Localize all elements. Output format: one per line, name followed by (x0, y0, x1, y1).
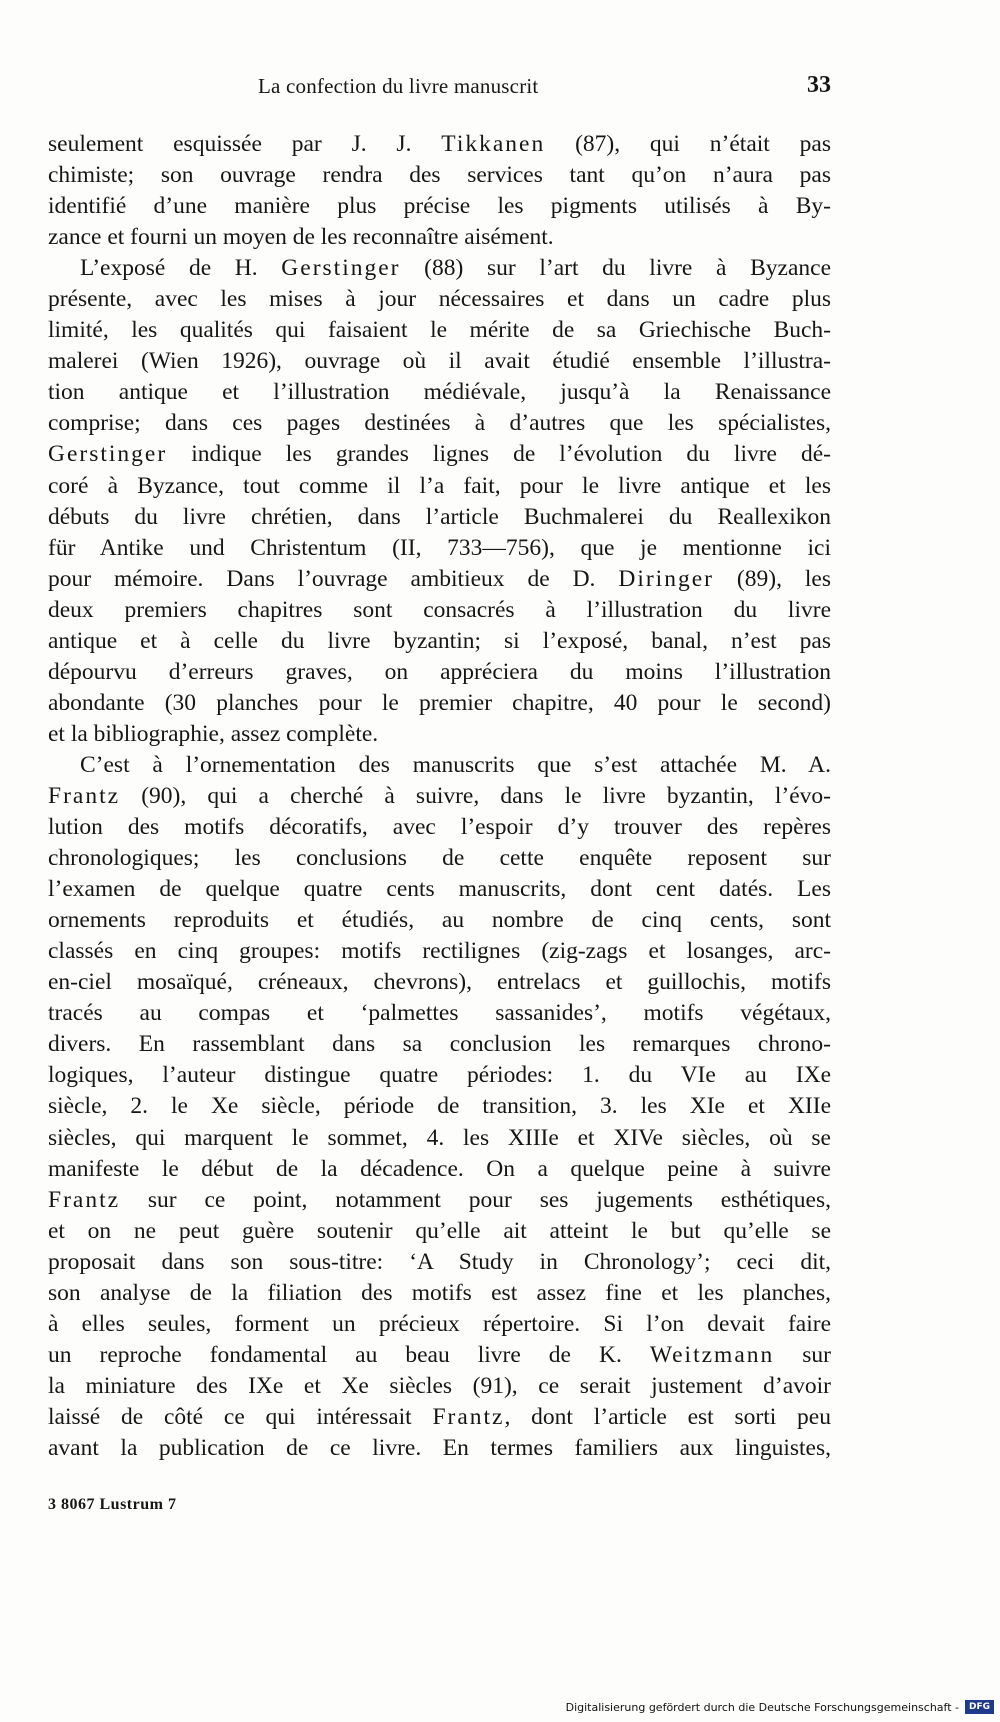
author-name: Frantz (48, 782, 121, 809)
text-line: abondante (30 planches pour le premier chapitre, 40 pour le second) (48, 689, 831, 716)
dfg-logo-icon: DFG (965, 1700, 994, 1714)
text-line: logiques, l’auteur distingue quatre périodes: 1. du VIe au IXe (48, 1062, 831, 1089)
author-name: Diringer (618, 565, 714, 592)
text-line: et on ne peut guère soutenir qu’elle ait atteint le but qu’elle se (48, 1217, 831, 1244)
text-line: présente, avec les mises à jour nécessaires et dans un cadre plus (48, 286, 831, 313)
text-line: identifié d’une manière plus précise les pigments utilisés à By- (48, 193, 831, 220)
author-name: Frantz (432, 1403, 505, 1430)
author-name: Frantz (48, 1186, 121, 1213)
text-line (48, 1185, 831, 1216)
text-line (48, 439, 831, 470)
page-number: 33 (807, 72, 831, 98)
text-line: divers. En rassemblant dans sa conclusion les remarques chrono- (48, 1031, 831, 1058)
author-name: Tikkanen (441, 131, 546, 157)
text-line (48, 1402, 831, 1433)
text-segment: (89), les (713, 565, 831, 592)
text-line: deux premiers chapitres sont consacrés à l’illustration du livre (48, 596, 831, 623)
text-segment: (87), qui n’était pas (545, 131, 831, 157)
text-line (48, 781, 831, 812)
text-segment: sur ce point, notamment pour ses jugements esthétiques, (120, 1186, 831, 1213)
running-title: La confection du livre manuscrit (258, 74, 539, 98)
text-line: coré à Byzance, tout comme il l’a fait, pour le livre antique et les (48, 472, 831, 499)
text-line: manifeste le début de la décadence. On a quelque peine à suivre (48, 1155, 831, 1182)
text-line: ornements reproduits et étudiés, au nombre de cinq cents, sont (48, 907, 831, 934)
text-line: antique et à celle du livre byzantin; si l’exposé, banal, n’est pas (48, 627, 831, 654)
text-segment: laissé de côté ce qui intéressait (48, 1403, 433, 1430)
printer-signature: 3 8067 Lustrum 7 (48, 1496, 177, 1513)
text-line: proposait dans son sous-titre: ‘A Study in Chronology’; ceci dit, (48, 1248, 831, 1275)
text-line (48, 129, 831, 160)
text-line: classés en cinq groupes: motifs rectilignes (zig-zags et losanges, arc- (48, 938, 831, 965)
text-line: comprise; dans ces pages destinées à d’autres que les spécialistes, (48, 410, 831, 437)
text-segment: (90), qui a cherché à suivre, dans le livre byzantin, l’évo- (120, 782, 831, 809)
text-segment: pour mémoire. Dans l’ouvrage ambitieux de D. (48, 565, 619, 592)
text-line: lution des motifs décoratifs, avec l’espoir d’y trouver des repères (48, 814, 831, 841)
text-line (48, 1340, 831, 1371)
text-line: son analyse de la filiation des motifs est assez fine et les planches, (48, 1279, 831, 1306)
author-name: Gerstinger (48, 441, 168, 468)
text-segment: , dont l’article est sorti peu (504, 1403, 831, 1430)
text-line (48, 564, 831, 595)
text-line: en-ciel mosaïqué, créneaux, chevrons), entrelacs et guillochis, motifs (48, 969, 831, 996)
digitization-footer (566, 1698, 994, 1716)
running-head (48, 74, 831, 108)
text-line: für Antike und Christentum (II, 733—756), que je mentionne ici (48, 534, 831, 561)
text-segment: seulement esquissée par J. J. (48, 131, 442, 157)
text-line: zance et fourni un moyen de les reconnaître aisément. (48, 224, 554, 251)
author-name: Gerstinger (281, 255, 401, 282)
text-line: siècle, 2. le Xe siècle, période de transition, 3. les XIe et XIIe (48, 1093, 831, 1120)
text-line: avant la publication de ce livre. En termes familiers aux linguistes, (48, 1434, 831, 1461)
text-line: chronologiques; les conclusions de cette enquête reposent sur (48, 845, 831, 872)
text-line: C’est à l’ornementation des manuscrits que s’est attachée M. A. (80, 751, 831, 778)
text-segment: sur (774, 1341, 831, 1368)
text-line: tracés au compas et ‘palmettes sassanides’, motifs végétaux, (48, 1000, 831, 1027)
text-line: débuts du livre chrétien, dans l’article Buchmalerei du Reallexikon (48, 503, 831, 530)
author-name: Weitzmann (649, 1341, 775, 1368)
text-line (48, 253, 831, 284)
text-segment: un reproche fondamental au beau livre de K. (48, 1341, 650, 1368)
text-line: dépourvu d’erreurs graves, on appréciera du moins l’illustration (48, 658, 831, 685)
text-line: la miniature des IXe et Xe siècles (91), ce serait justement d’avoir (48, 1372, 831, 1399)
text-segment: L’exposé de H. (80, 255, 282, 282)
funding-credit: Digitalisierung gefördert durch die Deutsche Forschungsgemeinschaft - (565, 1700, 959, 1714)
text-line: siècles, qui marquent le sommet, 4. les XIIIe et XIVe siècles, où se (48, 1124, 831, 1151)
body-text (48, 129, 831, 1464)
text-line: tion antique et l’illustration médiévale, jusqu’à la Renaissance (48, 379, 831, 406)
text-line: limité, les qualités qui faisaient le mérite de sa Griechische Buch- (48, 317, 831, 344)
text-segment: indique les grandes lignes de l’évolution du livre dé- (167, 441, 831, 468)
text-segment: (88) sur l’art du livre à Byzance (400, 255, 831, 282)
text-line: à elles seules, forment un précieux répertoire. Si l’on devait faire (48, 1310, 831, 1337)
text-line: malerei (Wien 1926), ouvrage où il avait étudié ensemble l’illustra- (48, 348, 831, 375)
text-line: chimiste; son ouvrage rendra des services tant qu’on n’aura pas (48, 162, 831, 189)
text-line: l’examen de quelque quatre cents manuscrits, dont cent datés. Les (48, 876, 831, 903)
text-line: et la bibliographie, assez complète. (48, 720, 379, 747)
